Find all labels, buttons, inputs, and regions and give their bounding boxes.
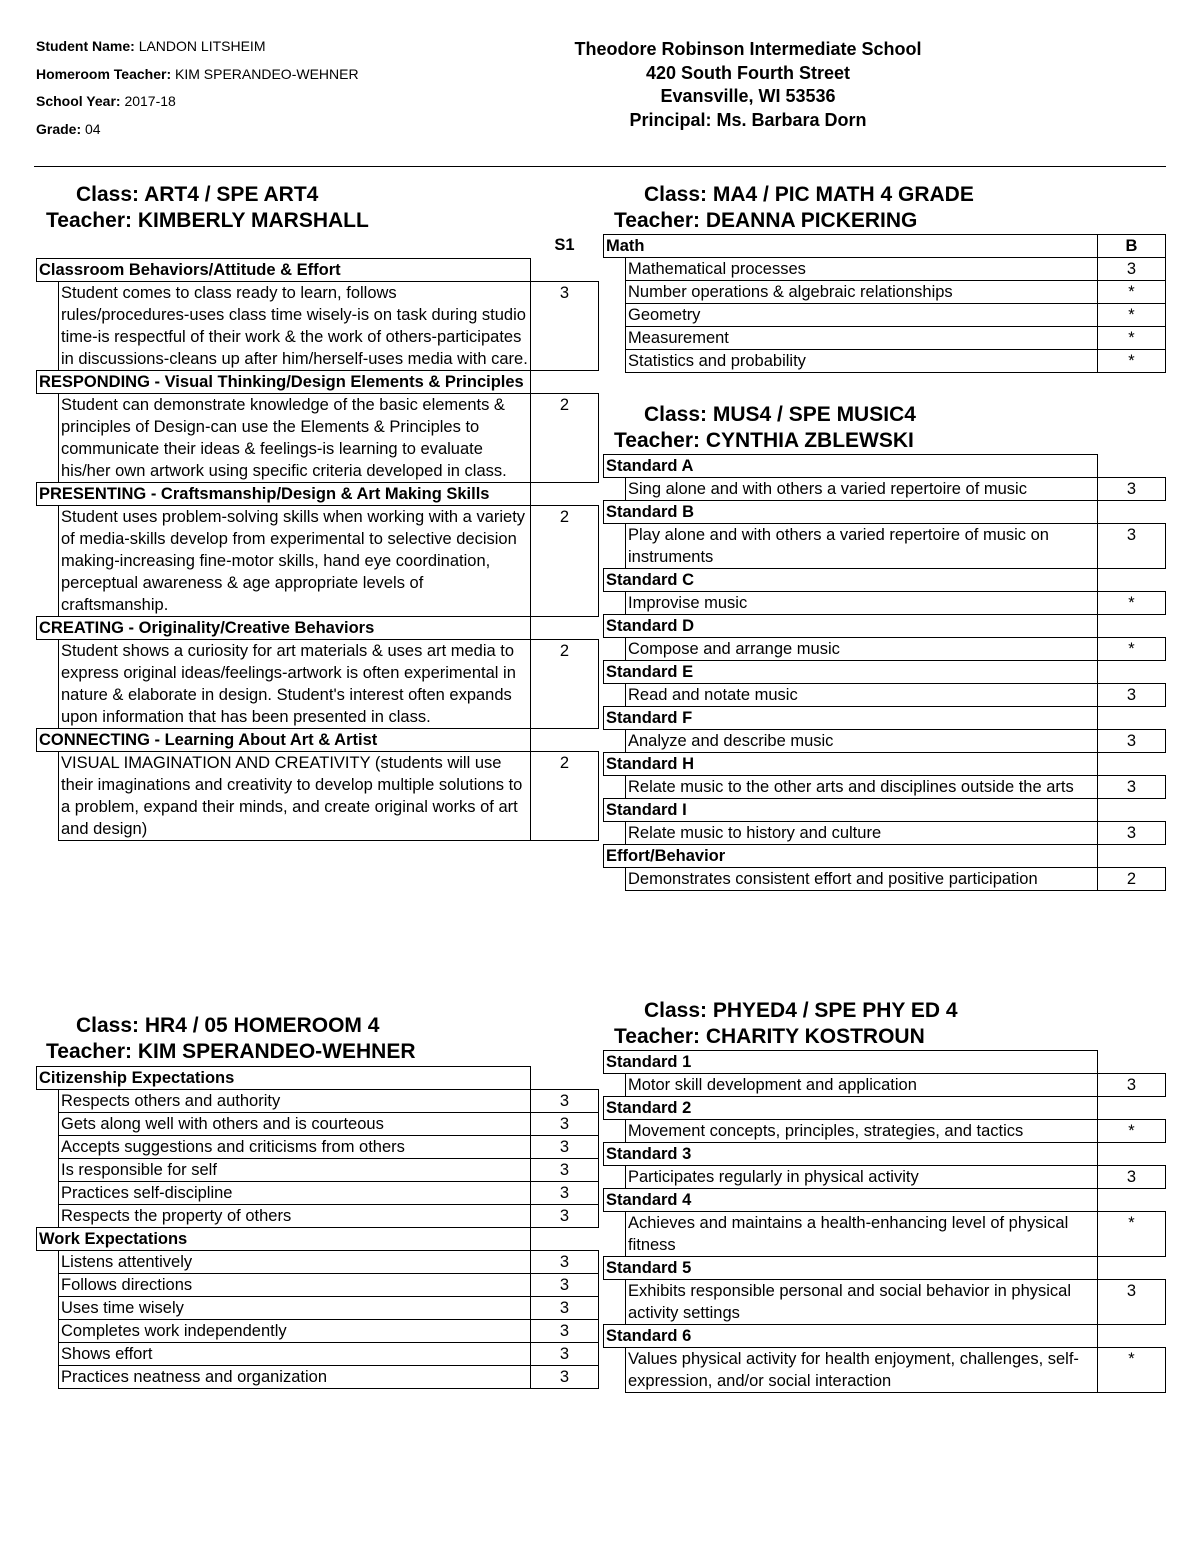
- indent-spacer: [37, 1159, 59, 1182]
- standard-grade: 3: [531, 1251, 599, 1274]
- school-city: Evansville, WI 53536: [660, 86, 836, 106]
- group-heading-blank: [1098, 1325, 1166, 1348]
- grade-value: 04: [85, 120, 101, 137]
- student-info: [36, 36, 359, 146]
- standard-description: Sing alone and with others a varied repertoire of music: [626, 478, 1098, 501]
- standard-row: [604, 1074, 1166, 1097]
- standard-row: [37, 1159, 599, 1182]
- indent-spacer: [604, 350, 626, 373]
- standard-row: [604, 258, 1166, 281]
- homeroom-section: [36, 1066, 599, 1389]
- indent-spacer: [37, 640, 59, 729]
- standard-grade: 3: [531, 1274, 599, 1297]
- grade-label: Grade:: [36, 120, 82, 137]
- indent-spacer: [37, 282, 59, 371]
- group-heading-blank: [531, 1067, 599, 1090]
- group-heading: Effort/Behavior: [604, 845, 1098, 868]
- standard-description: Achieves and maintains a health-enhancing level of physical fitness: [626, 1212, 1098, 1257]
- standard-description: Read and notate music: [626, 684, 1098, 707]
- group-heading-blank: [1098, 1051, 1166, 1074]
- indent-spacer: [37, 394, 59, 483]
- standard-description: Participates regularly in physical activity: [626, 1166, 1098, 1189]
- standard-description: Respects others and authority: [59, 1090, 531, 1113]
- group-heading-blank: [1098, 1257, 1166, 1280]
- standard-description: Relate music to the other arts and disciplines outside the arts: [626, 776, 1098, 799]
- standard-description: Demonstrates consistent effort and positive participation: [626, 868, 1098, 891]
- standard-description: Gets along well with others and is courteous: [59, 1113, 531, 1136]
- standard-grade: 3: [531, 1205, 599, 1228]
- phyed-class-line: Class: PHYED4 / SPE PHY ED 4: [644, 999, 958, 1022]
- art-class-line: Class: ART4 / SPE ART4: [76, 183, 319, 206]
- standard-description: Student can demonstrate knowledge of the basic elements & principles of Design-can use the Elements & Principles to communicate their ideas & feelings-is learning to evaluate his/her own artwork using specific criteria developed in class.: [59, 394, 531, 483]
- indent-spacer: [604, 592, 626, 615]
- music-class-line: Class: MUS4 / SPE MUSIC4: [644, 403, 916, 426]
- standard-grade: 2: [531, 506, 599, 617]
- standard-row: [604, 1212, 1166, 1257]
- indent-spacer: [37, 1205, 59, 1228]
- group-heading: RESPONDING - Visual Thinking/Design Elements & Principles: [37, 371, 531, 394]
- indent-spacer: [604, 868, 626, 891]
- standard-description: Respects the property of others: [59, 1205, 531, 1228]
- group-heading-row: [37, 371, 599, 394]
- standard-description: Values physical activity for health enjoyment, challenges, self-expression, and/or social interaction: [626, 1348, 1098, 1393]
- standard-description: Practices self-discipline: [59, 1182, 531, 1205]
- standard-row: [37, 282, 599, 371]
- art-grade-table: [36, 234, 599, 841]
- indent-spacer: [604, 730, 626, 753]
- standard-description: Geometry: [626, 304, 1098, 327]
- standard-row: [37, 1274, 599, 1297]
- standard-description: Statistics and probability: [626, 350, 1098, 373]
- indent-spacer: [37, 1182, 59, 1205]
- standard-row: [37, 1366, 599, 1389]
- standard-row: [604, 478, 1166, 501]
- math-section: [603, 234, 1166, 373]
- indent-spacer: [37, 1090, 59, 1113]
- homeroom-class-heading: [46, 1013, 416, 1065]
- group-heading: Standard 2: [604, 1097, 1098, 1120]
- school-year-row: [36, 91, 359, 119]
- indent-spacer: [604, 638, 626, 661]
- group-heading-row: [604, 569, 1166, 592]
- standard-row: [604, 1280, 1166, 1325]
- standard-description: Uses time wisely: [59, 1297, 531, 1320]
- standard-description: Follows directions: [59, 1274, 531, 1297]
- term-label: S1: [554, 236, 575, 254]
- group-heading-blank: [1098, 799, 1166, 822]
- standard-description: Accepts suggestions and criticisms from others: [59, 1136, 531, 1159]
- standard-row: [37, 1113, 599, 1136]
- group-heading-blank: [531, 1228, 599, 1251]
- group-heading-row: [604, 1189, 1166, 1212]
- group-heading-row: [604, 707, 1166, 730]
- standard-row: [37, 1205, 599, 1228]
- group-heading-row: [37, 259, 599, 282]
- group-heading-row: [604, 845, 1166, 868]
- standard-grade: *: [1098, 638, 1166, 661]
- indent-spacer: [604, 478, 626, 501]
- standard-description: Listens attentively: [59, 1251, 531, 1274]
- music-class-heading: [614, 402, 916, 454]
- group-heading: Work Expectations: [37, 1228, 531, 1251]
- homeroom-grade-table: [36, 1066, 599, 1389]
- school-year: 2017-18: [124, 93, 176, 109]
- school-principal: Principal: Ms. Barbara Dorn: [629, 109, 867, 130]
- standard-grade: 3: [1098, 1074, 1166, 1097]
- homeroom-label: Homeroom Teacher:: [36, 65, 172, 82]
- standard-grade: *: [1098, 327, 1166, 350]
- standard-row: [37, 1251, 599, 1274]
- indent-spacer: [604, 1280, 626, 1325]
- homeroom-row: [36, 64, 359, 92]
- group-heading: Citizenship Expectations: [37, 1067, 531, 1090]
- standard-description: Completes work independently: [59, 1320, 531, 1343]
- standard-grade: *: [1098, 1212, 1166, 1257]
- standard-description: Student shows a curiosity for art materials & uses art media to express original ideas/feelings-artwork is often experimental in nature & elaborate in design. Student's interest often expands upon information that has been presented in class.: [59, 640, 531, 729]
- standard-grade: *: [1098, 304, 1166, 327]
- standard-description: Student uses problem-solving skills when working with a variety of media-skills develop from experimental to selective decision making-increasing fine-motor skills, hand eye coordination, perceptual awareness & age appropriate levels of craftsmanship.: [59, 506, 531, 617]
- student-name-label: Student Name:: [36, 38, 135, 54]
- group-heading: Standard C: [604, 569, 1098, 592]
- group-heading: Math: [604, 235, 1098, 258]
- group-heading-row: [37, 483, 599, 506]
- group-heading-row: [37, 1228, 599, 1251]
- standard-grade: 3: [1098, 730, 1166, 753]
- standard-grade: 2: [531, 640, 599, 729]
- art-section: [36, 234, 599, 841]
- indent-spacer: [604, 281, 626, 304]
- standard-row: [37, 1320, 599, 1343]
- art-teacher-line: Teacher: KIMBERLY MARSHALL: [46, 209, 369, 232]
- group-heading: CONNECTING - Learning About Art & Artist: [37, 729, 531, 752]
- standard-row: [37, 1297, 599, 1320]
- indent-spacer: [604, 258, 626, 281]
- group-heading-blank: [1098, 661, 1166, 684]
- group-heading: CREATING - Originality/Creative Behaviors: [37, 617, 531, 640]
- group-heading-blank: [1098, 501, 1166, 524]
- term-header-spacer: [37, 234, 531, 259]
- group-heading: Standard 6: [604, 1325, 1098, 1348]
- standard-grade: 2: [531, 752, 599, 841]
- group-heading-blank: [531, 259, 599, 282]
- grade-row: [36, 119, 359, 147]
- standard-grade: *: [1098, 350, 1166, 373]
- header-divider: [34, 166, 1166, 167]
- standard-grade: 3: [1098, 478, 1166, 501]
- group-heading: Standard A: [604, 455, 1098, 478]
- music-section: [603, 454, 1166, 891]
- standard-description: Student comes to class ready to learn, follows rules/procedures-uses class time wisely-is on task during studio time-is respectful of their work & the work of others-participates in discussions-cleans up after him/herself-uses media with care.: [59, 282, 531, 371]
- phyed-section: [603, 1050, 1166, 1393]
- group-heading-row: [604, 235, 1166, 258]
- group-heading-blank: [531, 483, 599, 506]
- homeroom-class-line: Class: HR4 / 05 HOMEROOM 4: [76, 1014, 380, 1037]
- group-heading-blank: [531, 371, 599, 394]
- group-heading: Standard B: [604, 501, 1098, 524]
- standard-grade: 3: [1098, 822, 1166, 845]
- standard-row: [604, 524, 1166, 569]
- group-heading-row: [604, 799, 1166, 822]
- group-heading: PRESENTING - Craftsmanship/Design & Art Making Skills: [37, 483, 531, 506]
- group-heading: Standard D: [604, 615, 1098, 638]
- indent-spacer: [37, 1297, 59, 1320]
- standard-grade: *: [1098, 1348, 1166, 1393]
- standard-row: [604, 730, 1166, 753]
- standard-grade: 3: [531, 1136, 599, 1159]
- group-heading-row: [604, 1325, 1166, 1348]
- group-heading: Standard E: [604, 661, 1098, 684]
- standard-description: Number operations & algebraic relationships: [626, 281, 1098, 304]
- standard-grade: *: [1098, 1120, 1166, 1143]
- standard-row: [604, 1348, 1166, 1393]
- indent-spacer: [37, 1113, 59, 1136]
- standard-row: [37, 1136, 599, 1159]
- indent-spacer: [37, 506, 59, 617]
- math-teacher-line: Teacher: DEANNA PICKERING: [614, 209, 918, 232]
- group-heading-row: [37, 1067, 599, 1090]
- group-heading: Standard H: [604, 753, 1098, 776]
- standard-description: Analyze and describe music: [626, 730, 1098, 753]
- standard-row: [37, 640, 599, 729]
- indent-spacer: [37, 752, 59, 841]
- standard-row: [604, 1166, 1166, 1189]
- standard-row: [604, 304, 1166, 327]
- indent-spacer: [37, 1366, 59, 1389]
- group-heading-grade: B: [1098, 235, 1166, 258]
- student-name: LANDON LITSHEIM: [138, 38, 266, 54]
- group-heading: Standard 4: [604, 1189, 1098, 1212]
- school-address: 420 South Fourth Street: [645, 62, 851, 83]
- standard-description: Play alone and with others a varied repertoire of music on instruments: [626, 524, 1098, 569]
- indent-spacer: [604, 1120, 626, 1143]
- music-grade-table: [603, 454, 1166, 891]
- standard-description: Mathematical processes: [626, 258, 1098, 281]
- standard-grade: 3: [531, 1343, 599, 1366]
- group-heading-row: [604, 615, 1166, 638]
- music-teacher-line: Teacher: CYNTHIA ZBLEWSKI: [614, 429, 914, 452]
- indent-spacer: [604, 1348, 626, 1393]
- standard-row: [604, 327, 1166, 350]
- standard-description: Measurement: [626, 327, 1098, 350]
- group-heading-row: [604, 1097, 1166, 1120]
- standard-description: Shows effort: [59, 1343, 531, 1366]
- standard-row: [604, 684, 1166, 707]
- group-heading-blank: [1098, 1189, 1166, 1212]
- standard-grade: 3: [1098, 1280, 1166, 1325]
- standard-row: [604, 868, 1166, 891]
- group-heading-row: [604, 1051, 1166, 1074]
- phyed-grade-table: [603, 1050, 1166, 1393]
- standard-grade: 3: [531, 1297, 599, 1320]
- standard-row: [604, 822, 1166, 845]
- standard-grade: 3: [1098, 524, 1166, 569]
- indent-spacer: [604, 1212, 626, 1257]
- standard-row: [37, 1343, 599, 1366]
- standard-grade: *: [1098, 592, 1166, 615]
- group-heading-row: [604, 455, 1166, 478]
- standard-grade: 3: [1098, 258, 1166, 281]
- standard-row: [604, 638, 1166, 661]
- indent-spacer: [604, 684, 626, 707]
- indent-spacer: [37, 1251, 59, 1274]
- group-heading-blank: [531, 729, 599, 752]
- math-grade-table: [603, 234, 1166, 373]
- group-heading: Standard F: [604, 707, 1098, 730]
- group-heading: Standard 5: [604, 1257, 1098, 1280]
- indent-spacer: [37, 1274, 59, 1297]
- group-heading-row: [604, 753, 1166, 776]
- indent-spacer: [604, 304, 626, 327]
- group-heading-row: [604, 1257, 1166, 1280]
- school-info: [548, 38, 948, 132]
- indent-spacer: [37, 1343, 59, 1366]
- group-heading-row: [37, 729, 599, 752]
- standard-grade: 3: [531, 1090, 599, 1113]
- indent-spacer: [604, 776, 626, 799]
- standard-grade: 3: [1098, 684, 1166, 707]
- art-class-heading: [46, 182, 369, 234]
- standard-grade: 3: [1098, 776, 1166, 799]
- standard-description: Relate music to history and culture: [626, 822, 1098, 845]
- standard-row: [604, 592, 1166, 615]
- indent-spacer: [604, 327, 626, 350]
- standard-grade: 2: [1098, 868, 1166, 891]
- standard-grade: 3: [531, 1159, 599, 1182]
- school-year-label: School Year:: [36, 93, 121, 109]
- standard-grade: 3: [1098, 1166, 1166, 1189]
- group-heading: Standard 1: [604, 1051, 1098, 1074]
- standard-row: [604, 350, 1166, 373]
- homeroom-teacher: KIM SPERANDEO-WEHNER: [175, 65, 359, 82]
- standard-description: Practices neatness and organization: [59, 1366, 531, 1389]
- standard-grade: 3: [531, 1366, 599, 1389]
- group-heading-row: [604, 501, 1166, 524]
- indent-spacer: [604, 1166, 626, 1189]
- term-header-row: [37, 234, 599, 259]
- group-heading-blank: [1098, 569, 1166, 592]
- standard-row: [604, 776, 1166, 799]
- standard-grade: 3: [531, 1320, 599, 1343]
- group-heading-row: [604, 661, 1166, 684]
- math-class-heading: [614, 182, 974, 234]
- group-heading-row: [604, 1143, 1166, 1166]
- standard-description: Exhibits responsible personal and social behavior in physical activity settings: [626, 1280, 1098, 1325]
- homeroom-teacher-line: Teacher: KIM SPERANDEO-WEHNER: [46, 1040, 416, 1063]
- group-heading-blank: [1098, 845, 1166, 868]
- phyed-class-heading: [614, 998, 958, 1050]
- standard-row: [37, 394, 599, 483]
- group-heading-blank: [1098, 455, 1166, 478]
- standard-description: VISUAL IMAGINATION AND CREATIVITY (students will use their imaginations and creativity to develop multiple solutions to a problem, expand their minds, and create original works of art and design): [59, 752, 531, 841]
- indent-spacer: [604, 822, 626, 845]
- indent-spacer: [604, 1074, 626, 1097]
- indent-spacer: [37, 1136, 59, 1159]
- group-heading-blank: [1098, 1097, 1166, 1120]
- standard-row: [37, 1182, 599, 1205]
- group-heading: Standard I: [604, 799, 1098, 822]
- math-class-line: Class: MA4 / PIC MATH 4 GRADE: [644, 183, 974, 206]
- phyed-teacher-line: Teacher: CHARITY KOSTROUN: [614, 1025, 925, 1048]
- student-name-row: [36, 36, 359, 64]
- standard-row: [37, 752, 599, 841]
- indent-spacer: [37, 1320, 59, 1343]
- group-heading: Standard 3: [604, 1143, 1098, 1166]
- standard-row: [604, 281, 1166, 304]
- standard-row: [604, 1120, 1166, 1143]
- group-heading-blank: [1098, 1143, 1166, 1166]
- standard-row: [37, 506, 599, 617]
- standard-grade: 3: [531, 1113, 599, 1136]
- standard-grade: 3: [531, 282, 599, 371]
- school-name: Theodore Robinson Intermediate School: [574, 39, 922, 59]
- standard-description: Compose and arrange music: [626, 638, 1098, 661]
- standard-description: Motor skill development and application: [626, 1074, 1098, 1097]
- standard-grade: 2: [531, 394, 599, 483]
- standard-description: Movement concepts, principles, strategies, and tactics: [626, 1120, 1098, 1143]
- group-heading-blank: [1098, 707, 1166, 730]
- standard-grade: 3: [531, 1182, 599, 1205]
- group-heading-blank: [1098, 615, 1166, 638]
- standard-row: [37, 1090, 599, 1113]
- group-heading-blank: [531, 617, 599, 640]
- group-heading: Classroom Behaviors/Attitude & Effort: [37, 259, 531, 282]
- group-heading-blank: [1098, 753, 1166, 776]
- indent-spacer: [604, 524, 626, 569]
- standard-grade: *: [1098, 281, 1166, 304]
- standard-description: Is responsible for self: [59, 1159, 531, 1182]
- standard-description: Improvise music: [626, 592, 1098, 615]
- group-heading-row: [37, 617, 599, 640]
